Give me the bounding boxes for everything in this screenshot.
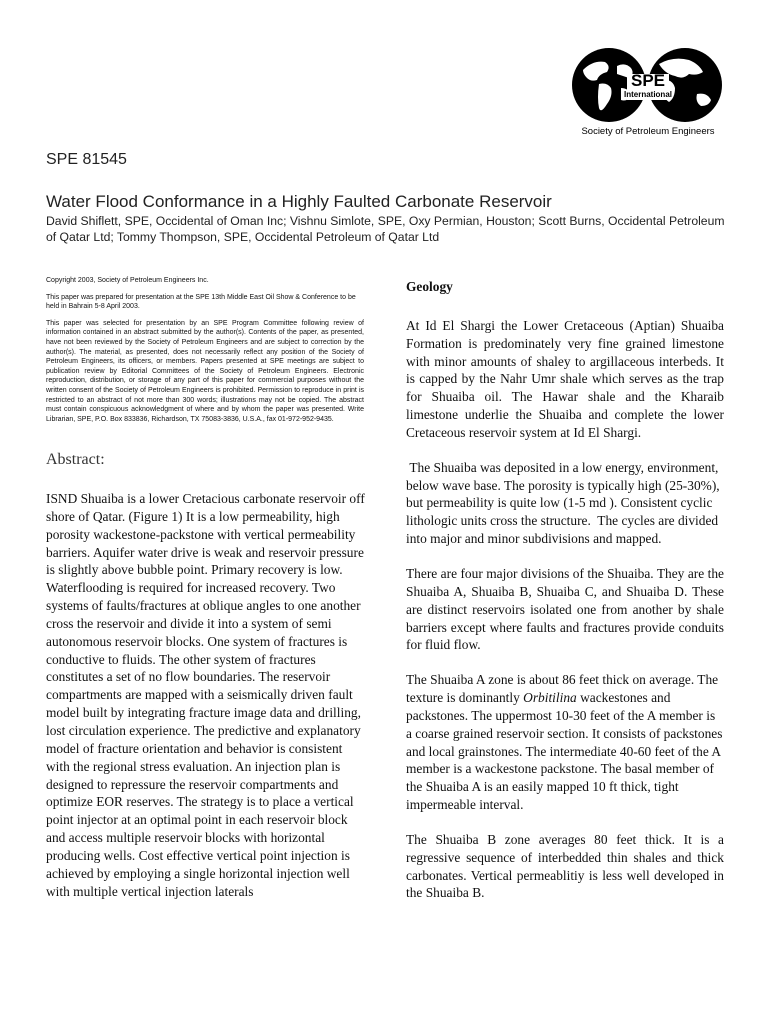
logo-tagline: International <box>623 90 672 99</box>
abstract-heading: Abstract: <box>46 451 105 468</box>
orbitilina-term: Orbitilina <box>523 690 577 706</box>
geology-paragraph-5: The Shuaiba B zone averages 80 feet thick. It is a regressive sequence of interbedded thin shales and thick carbonates. Vertical permeablitiy is less well developed in the Shuaiba B. <box>406 831 724 901</box>
spe-logo <box>569 44 727 142</box>
geology-heading: Geology <box>406 279 453 294</box>
logo-org: Society of Petroleum Engineers <box>581 126 715 137</box>
geology-section <box>406 278 724 902</box>
authors: David Shiflett, SPE, Occidental of Oman Inc; Vishnu Simlote, SPE, Oxy Permian, Houston; Scott Burns, Occidental Petroleum of Qatar Ltd; Tommy Thompson, SPE, Occidental Petroleum of Qatar Ltd <box>46 214 725 244</box>
logo-name: SPE <box>630 71 666 90</box>
geology-paragraph-4-end: wackestones and packstones. The uppermost 10-30 feet of the A member is a coarse grained reservoir section. It consists of packstones and local grainstones. The intermediate 40-60 feet of the A member is a wackestone packstone. The basal member of the Shuaiba A is an easily mapped 10 ft thick, tight impermeable interval. <box>406 690 723 813</box>
geology-paragraph-3: There are four major divisions of the Shuaiba. They are the Shuaiba A, Shuaiba B, Shuaiba C, and Shuaiba D. These are distinct reservoirs isolated one from another by shale barriers except where faults and fractures provide conduits for fluid flow. <box>406 565 724 653</box>
abstract-body: ISND Shuaiba is a lower Cretacious carbonate reservoir off shore of Qatar. (Figure 1) It is a low permeability, high porosity wackestone-packstone with vertical permeability barriers. Aquifer water drive is weak and reservoir pressure is slightly above bubble point. Primary recovery is low. Waterflooding is required for increased recovery. Two systems of faults/fractures at oblique angles to one another cross the reservoir and divide it into a system of semi autonomous reservoir blocks. One system of fractures is conductive to fluids. The other system of fractures constitutes a set of no flow boundaries. The reservoir compartments are mapped with a seismically driven fault model built by integrating fracture image data and drilling, lost circulation experience. The predictive and explanatory model of fracture orientation and behavior is consistent with the regional stress evaluation. An injection plan is designed to repressure the reservoir compartments and optimize EOR reserves. The strategy is to place a vertical point injector at an optimal point in each reservoir block and access multiple reservoir blocks with horizontal producing wells. Cost effective vertical point injection is achieved by employing a single horizontal injection well with multiple vertical injection laterals <box>46 491 365 899</box>
copyright-notice <box>46 276 364 431</box>
conference-note: This paper was prepared for presentation at the SPE 13th Middle East Oil Show & Conference to be held in Bahrain 5-8 April 2003. <box>46 293 356 311</box>
geology-paragraph-4 <box>406 671 724 814</box>
paper-id: SPE 81545 <box>46 151 127 168</box>
geology-paragraph-1: At Id El Shargi the Lower Cretaceous (Aptian) Shuaiba Formation is predominately very fine grained limestone with minor amounts of shaley to argillaceous interbeds. It is capped by the Nahr Umr shale which serves as the trap for Shuaiba oil. The Hawar shale and the Kharaib limestone underlie the Shuaiba and complete the lower Cretaceous reservoir system at Id El Shargi. <box>406 317 724 440</box>
geology-paragraph-4-start: The Shuaiba A zone is about 86 feet thick on average. The texture is dominantly <box>406 672 719 706</box>
paper-title: Water Flood Conformance in a Highly Faulted Carbonate Reservoir <box>46 192 552 211</box>
permission-note: This paper was selected for presentation by an SPE Program Committee following review of information contained in an abstract submitted by the author(s). Contents of the paper, as presented, have not been reviewed by the Society of Petroleum Engineers and are subject to correction by the author(s). The material, as presented, does not necessarily reflect any position of the Society of Petroleum Engineers, its officers, or members. Papers presented at SPE meetings are subject to publication review by Editorial Committees of the Society of Petroleum Engineers. Electronic reproduction, distribution, or storage of any part of this paper for commercial purposes without the written consent of the Society of Petroleum Engineers is prohibited. Permission to reproduce in print is restricted to an abstract of not more than 300 words; illustrations may not be copied. The abstract must contain conspicuous acknowledgment of where and by whom the paper was presented. Write Librarian, SPE, P.O. Box 833836, Richardson, TX 75083-3836, U.S.A., fax 01-972-952-9435. <box>46 319 364 423</box>
copyright-line: Copyright 2003, Society of Petroleum Engineers Inc. <box>46 277 209 284</box>
geology-paragraph-2: The Shuaiba was deposited in a low energy, environment, below wave base. The porosity is typically high (25-30%), but permeability is quite low (1-5 md ). Consistent cyclic lithologic units cross the structure. The cycles are divided into major and minor subdivisions and mapped. <box>406 459 723 547</box>
